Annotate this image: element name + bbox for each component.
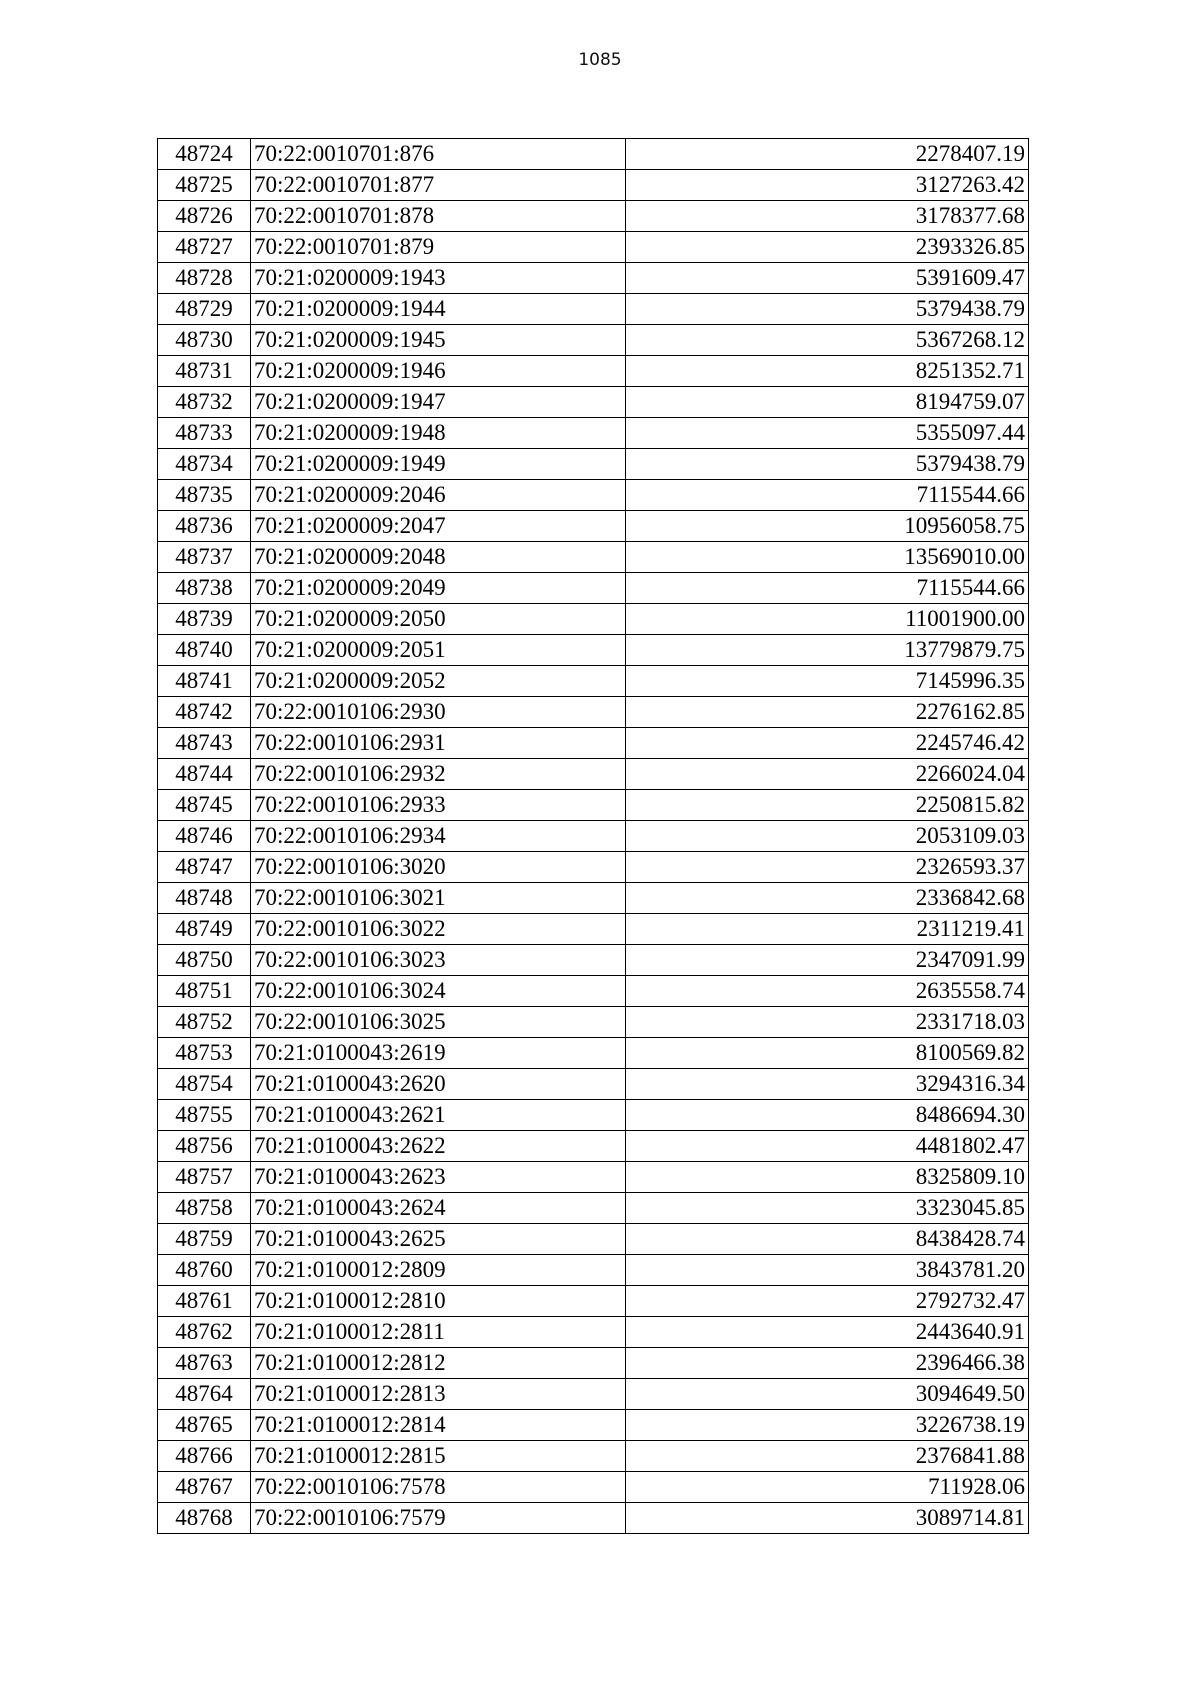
row-number-cell: 48756 <box>158 1131 251 1162</box>
table-row <box>158 976 1029 1007</box>
table-row <box>158 511 1029 542</box>
row-number-cell: 48745 <box>158 790 251 821</box>
row-number-cell: 48768 <box>158 1503 251 1534</box>
cadastral-value-cell: 2347091.99 <box>626 945 1029 976</box>
cadastral-value-cell: 13779879.75 <box>626 635 1029 666</box>
row-number-cell: 48738 <box>158 573 251 604</box>
cadastral-number-cell: 70:21:0100012:2809 <box>251 1255 626 1286</box>
row-number-cell: 48726 <box>158 201 251 232</box>
cadastral-value-cell: 8100569.82 <box>626 1038 1029 1069</box>
cadastral-number-cell: 70:21:0100043:2619 <box>251 1038 626 1069</box>
cadastral-value-cell: 3089714.81 <box>626 1503 1029 1534</box>
row-number-cell: 48749 <box>158 914 251 945</box>
cadastral-number-cell: 70:22:0010106:7579 <box>251 1503 626 1534</box>
cadastral-value-cell: 3094649.50 <box>626 1379 1029 1410</box>
row-number-cell: 48763 <box>158 1348 251 1379</box>
cadastral-number-cell: 70:22:0010106:2934 <box>251 821 626 852</box>
cadastral-value-cell: 2331718.03 <box>626 1007 1029 1038</box>
row-number-cell: 48748 <box>158 883 251 914</box>
cadastral-value-cell: 2278407.19 <box>626 139 1029 170</box>
table-row <box>158 1379 1029 1410</box>
table-row <box>158 294 1029 325</box>
cadastral-value-cell: 2266024.04 <box>626 759 1029 790</box>
cadastral-value-cell: 3323045.85 <box>626 1193 1029 1224</box>
cadastral-number-cell: 70:21:0200009:1947 <box>251 387 626 418</box>
table-row <box>158 480 1029 511</box>
row-number-cell: 48744 <box>158 759 251 790</box>
table-row <box>158 821 1029 852</box>
cadastral-value-cell: 2326593.37 <box>626 852 1029 883</box>
table-row <box>158 139 1029 170</box>
table-row <box>158 232 1029 263</box>
cadastral-value-cell: 8194759.07 <box>626 387 1029 418</box>
table-row <box>158 945 1029 976</box>
table-row <box>158 1007 1029 1038</box>
table-row <box>158 1162 1029 1193</box>
row-number-cell: 48740 <box>158 635 251 666</box>
table-row <box>158 1038 1029 1069</box>
row-number-cell: 48729 <box>158 294 251 325</box>
cadastral-number-cell: 70:21:0100043:2623 <box>251 1162 626 1193</box>
cadastral-value-cell: 13569010.00 <box>626 542 1029 573</box>
cadastral-value-cell: 2393326.85 <box>626 232 1029 263</box>
cadastral-number-cell: 70:21:0100012:2811 <box>251 1317 626 1348</box>
row-number-cell: 48761 <box>158 1286 251 1317</box>
cadastral-value-cell: 7145996.35 <box>626 666 1029 697</box>
cadastral-number-cell: 70:22:0010701:876 <box>251 139 626 170</box>
cadastral-number-cell: 70:21:0100043:2621 <box>251 1100 626 1131</box>
cadastral-number-cell: 70:21:0200009:1946 <box>251 356 626 387</box>
table-row <box>158 1131 1029 1162</box>
cadastral-number-cell: 70:21:0200009:2050 <box>251 604 626 635</box>
row-number-cell: 48733 <box>158 418 251 449</box>
cadastral-value-cell: 3178377.68 <box>626 201 1029 232</box>
row-number-cell: 48724 <box>158 139 251 170</box>
cadastral-number-cell: 70:22:0010701:879 <box>251 232 626 263</box>
cadastral-value-cell: 2792732.47 <box>626 1286 1029 1317</box>
row-number-cell: 48754 <box>158 1069 251 1100</box>
page-number: 1085 <box>578 50 622 70</box>
cadastral-number-cell: 70:21:0200009:1944 <box>251 294 626 325</box>
row-number-cell: 48736 <box>158 511 251 542</box>
row-number-cell: 48750 <box>158 945 251 976</box>
row-number-cell: 48743 <box>158 728 251 759</box>
cadastral-number-cell: 70:22:0010106:3020 <box>251 852 626 883</box>
table-row <box>158 170 1029 201</box>
table-row <box>158 542 1029 573</box>
cadastral-value-cell: 5391609.47 <box>626 263 1029 294</box>
cadastral-value-cell: 2336842.68 <box>626 883 1029 914</box>
row-number-cell: 48739 <box>158 604 251 635</box>
cadastral-value-cell: 3127263.42 <box>626 170 1029 201</box>
cadastral-value-cell: 3843781.20 <box>626 1255 1029 1286</box>
row-number-cell: 48730 <box>158 325 251 356</box>
cadastral-value-cell: 8486694.30 <box>626 1100 1029 1131</box>
row-number-cell: 48734 <box>158 449 251 480</box>
cadastral-value-cell: 711928.06 <box>626 1472 1029 1503</box>
cadastral-value-cell: 2276162.85 <box>626 697 1029 728</box>
row-number-cell: 48727 <box>158 232 251 263</box>
cadastral-value-cell: 11001900.00 <box>626 604 1029 635</box>
row-number-cell: 48760 <box>158 1255 251 1286</box>
table-row <box>158 1286 1029 1317</box>
row-number-cell: 48735 <box>158 480 251 511</box>
cadastral-number-cell: 70:21:0200009:2051 <box>251 635 626 666</box>
table-row <box>158 1348 1029 1379</box>
table-row <box>158 573 1029 604</box>
row-number-cell: 48731 <box>158 356 251 387</box>
table-row <box>158 666 1029 697</box>
cadastral-value-cell: 2376841.88 <box>626 1441 1029 1472</box>
cadastral-number-cell: 70:22:0010106:7578 <box>251 1472 626 1503</box>
table-row <box>158 728 1029 759</box>
cadastral-number-cell: 70:22:0010106:3023 <box>251 945 626 976</box>
cadastral-number-cell: 70:21:0200009:2046 <box>251 480 626 511</box>
cadastral-table-container <box>157 138 1028 1534</box>
row-number-cell: 48762 <box>158 1317 251 1348</box>
table-row <box>158 604 1029 635</box>
row-number-cell: 48757 <box>158 1162 251 1193</box>
cadastral-number-cell: 70:21:0100043:2620 <box>251 1069 626 1100</box>
cadastral-number-cell: 70:21:0200009:1948 <box>251 418 626 449</box>
table-row <box>158 852 1029 883</box>
cadastral-number-cell: 70:22:0010106:2930 <box>251 697 626 728</box>
cadastral-value-cell: 8438428.74 <box>626 1224 1029 1255</box>
table-row <box>158 1224 1029 1255</box>
table-row <box>158 201 1029 232</box>
cadastral-number-cell: 70:21:0200009:2048 <box>251 542 626 573</box>
cadastral-value-cell: 5379438.79 <box>626 294 1029 325</box>
cadastral-number-cell: 70:22:0010701:877 <box>251 170 626 201</box>
table-row <box>158 1410 1029 1441</box>
row-number-cell: 48759 <box>158 1224 251 1255</box>
table-row <box>158 1317 1029 1348</box>
row-number-cell: 48767 <box>158 1472 251 1503</box>
cadastral-value-cell: 3294316.34 <box>626 1069 1029 1100</box>
table-row <box>158 759 1029 790</box>
cadastral-number-cell: 70:21:0200009:1949 <box>251 449 626 480</box>
table-row <box>158 449 1029 480</box>
cadastral-number-cell: 70:22:0010106:2933 <box>251 790 626 821</box>
row-number-cell: 48766 <box>158 1441 251 1472</box>
cadastral-value-cell: 2396466.38 <box>626 1348 1029 1379</box>
cadastral-number-cell: 70:22:0010106:3021 <box>251 883 626 914</box>
table-row <box>158 1441 1029 1472</box>
cadastral-value-cell: 2250815.82 <box>626 790 1029 821</box>
table-row <box>158 883 1029 914</box>
table-row <box>158 1472 1029 1503</box>
row-number-cell: 48751 <box>158 976 251 1007</box>
row-number-cell: 48732 <box>158 387 251 418</box>
cadastral-number-cell: 70:21:0200009:1945 <box>251 325 626 356</box>
table-row <box>158 418 1029 449</box>
table-row <box>158 387 1029 418</box>
cadastral-value-cell: 5379438.79 <box>626 449 1029 480</box>
row-number-cell: 48747 <box>158 852 251 883</box>
cadastral-number-cell: 70:22:0010106:3025 <box>251 1007 626 1038</box>
cadastral-number-cell: 70:21:0100043:2622 <box>251 1131 626 1162</box>
cadastral-value-cell: 8251352.71 <box>626 356 1029 387</box>
row-number-cell: 48764 <box>158 1379 251 1410</box>
cadastral-value-table <box>157 138 1029 1534</box>
table-row <box>158 325 1029 356</box>
table-row <box>158 1100 1029 1131</box>
table-row <box>158 1255 1029 1286</box>
cadastral-number-cell: 70:21:0100012:2810 <box>251 1286 626 1317</box>
row-number-cell: 48746 <box>158 821 251 852</box>
table-row <box>158 635 1029 666</box>
row-number-cell: 48742 <box>158 697 251 728</box>
table-row <box>158 263 1029 294</box>
cadastral-number-cell: 70:21:0100012:2812 <box>251 1348 626 1379</box>
cadastral-value-cell: 3226738.19 <box>626 1410 1029 1441</box>
table-row <box>158 356 1029 387</box>
table-row <box>158 914 1029 945</box>
cadastral-value-cell: 2635558.74 <box>626 976 1029 1007</box>
cadastral-value-cell: 4481802.47 <box>626 1131 1029 1162</box>
cadastral-number-cell: 70:22:0010106:2932 <box>251 759 626 790</box>
cadastral-value-cell: 8325809.10 <box>626 1162 1029 1193</box>
cadastral-value-cell: 5367268.12 <box>626 325 1029 356</box>
cadastral-number-cell: 70:22:0010106:2931 <box>251 728 626 759</box>
cadastral-value-cell: 10956058.75 <box>626 511 1029 542</box>
row-number-cell: 48758 <box>158 1193 251 1224</box>
cadastral-number-cell: 70:21:0100043:2625 <box>251 1224 626 1255</box>
table-body <box>158 139 1029 1534</box>
cadastral-number-cell: 70:22:0010701:878 <box>251 201 626 232</box>
cadastral-number-cell: 70:21:0200009:2047 <box>251 511 626 542</box>
table-row <box>158 790 1029 821</box>
cadastral-number-cell: 70:21:0200009:1943 <box>251 263 626 294</box>
table-row <box>158 1069 1029 1100</box>
row-number-cell: 48725 <box>158 170 251 201</box>
cadastral-number-cell: 70:21:0100012:2813 <box>251 1379 626 1410</box>
cadastral-value-cell: 2443640.91 <box>626 1317 1029 1348</box>
row-number-cell: 48755 <box>158 1100 251 1131</box>
cadastral-value-cell: 2245746.42 <box>626 728 1029 759</box>
cadastral-value-cell: 2311219.41 <box>626 914 1029 945</box>
row-number-cell: 48752 <box>158 1007 251 1038</box>
row-number-cell: 48737 <box>158 542 251 573</box>
row-number-cell: 48728 <box>158 263 251 294</box>
cadastral-number-cell: 70:21:0100012:2814 <box>251 1410 626 1441</box>
cadastral-value-cell: 5355097.44 <box>626 418 1029 449</box>
cadastral-value-cell: 2053109.03 <box>626 821 1029 852</box>
table-row <box>158 697 1029 728</box>
row-number-cell: 48765 <box>158 1410 251 1441</box>
row-number-cell: 48753 <box>158 1038 251 1069</box>
cadastral-number-cell: 70:21:0100012:2815 <box>251 1441 626 1472</box>
row-number-cell: 48741 <box>158 666 251 697</box>
cadastral-value-cell: 7115544.66 <box>626 480 1029 511</box>
cadastral-number-cell: 70:21:0100043:2624 <box>251 1193 626 1224</box>
table-row <box>158 1193 1029 1224</box>
cadastral-number-cell: 70:21:0200009:2052 <box>251 666 626 697</box>
table-row <box>158 1503 1029 1534</box>
cadastral-number-cell: 70:21:0200009:2049 <box>251 573 626 604</box>
cadastral-value-cell: 7115544.66 <box>626 573 1029 604</box>
cadastral-number-cell: 70:22:0010106:3024 <box>251 976 626 1007</box>
cadastral-number-cell: 70:22:0010106:3022 <box>251 914 626 945</box>
